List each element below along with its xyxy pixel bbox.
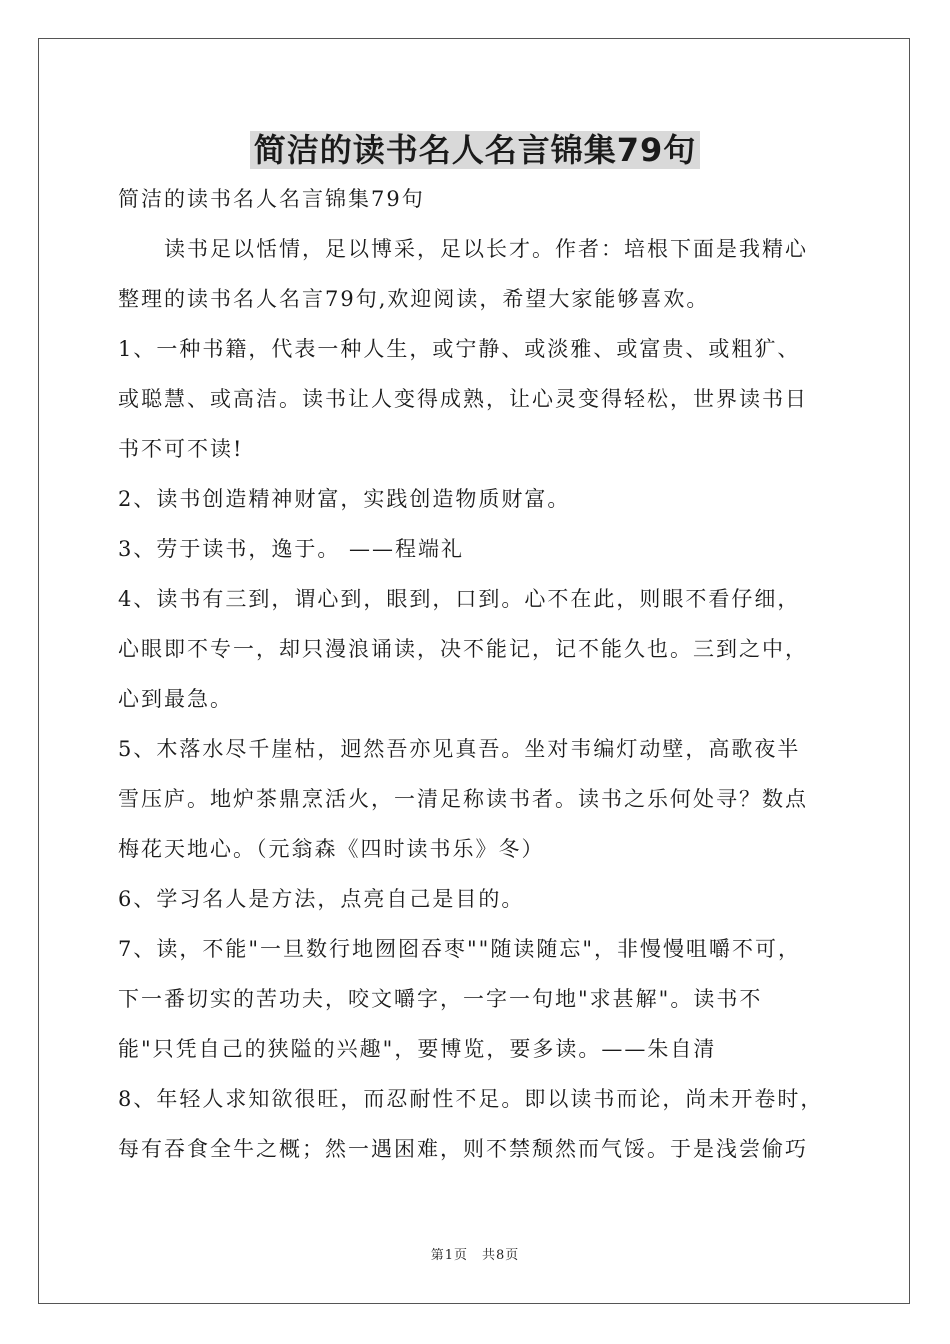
text-line: 每有吞食全牛之概；然一遇困难，则不禁颓然而气馁。于是浅尝偷巧 xyxy=(118,1137,808,1161)
text-line: 8、年轻人求知欲很旺，而忍耐性不足。即以读书而论，尚未开卷时， xyxy=(118,1087,824,1111)
text-line: 5、木落水尽千崖枯，迥然吾亦见真吾。坐对韦编灯动壁，高歌夜半 xyxy=(118,737,801,761)
text-line: 书不可不读! xyxy=(118,437,244,461)
text-line-subtitle: 简洁的读书名人名言锦集79句 xyxy=(118,187,425,211)
text-line: 能"只凭自己的狭隘的兴趣"，要博览，要多读。——朱自清 xyxy=(118,1037,717,1061)
text-line: 1、一种书籍，代表一种人生，或宁静、或淡雅、或富贵、或粗犷、 xyxy=(118,337,801,361)
text-line: 7、读，不能"一旦数行地囫囵吞枣""随读随忘"，非慢慢咀嚼不可， xyxy=(118,937,801,961)
text-line: 心到最急。 xyxy=(118,687,233,711)
text-line: 心眼即不专一，却只漫浪诵读，决不能记，记不能久也。三到之中， xyxy=(118,637,808,661)
document-title-text: 简洁的读书名人名言锦集79句 xyxy=(250,131,701,169)
text-line: 雪压庐。地炉茶鼎烹活火，一清足称读书者。读书之乐何处寻？数点 xyxy=(118,787,808,811)
text-line: 4、读书有三到，谓心到，眼到，口到。心不在此，则眼不看仔细， xyxy=(118,587,801,611)
text-line: 读书足以恬情，足以博采，足以长才。作者：培根下面是我精心 xyxy=(118,237,808,261)
text-line: 3、劳于读书，逸于。 ——程端礼 xyxy=(118,537,465,561)
document-title xyxy=(0,128,950,172)
text-line: 下一番切实的苦功夫，咬文嚼字，一字一句地"求甚解"。读书不 xyxy=(118,987,763,1011)
text-line: 梅花天地心。（元翁森《四时读书乐》冬） xyxy=(118,837,545,861)
text-line: 整理的读书名人名言79句,欢迎阅读，希望大家能够喜欢。 xyxy=(118,287,710,311)
page-number-footer: 第1页 共8页 xyxy=(430,1248,520,1263)
document-body xyxy=(118,178,838,1178)
text-line: 或聪慧、或高洁。读书让人变得成熟，让心灵变得轻松，世界读书日 xyxy=(118,387,808,411)
text-line: 6、学习名人是方法，点亮自己是目的。 xyxy=(118,887,525,911)
text-line: 2、读书创造精神财富，实践创造物质财富。 xyxy=(118,487,571,511)
